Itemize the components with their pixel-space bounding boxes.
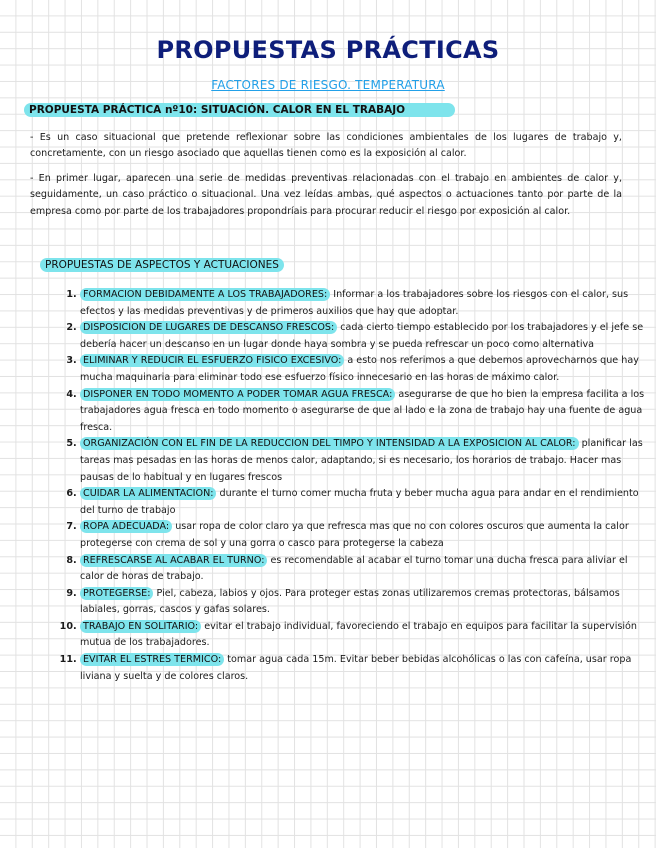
list-item [80, 353, 646, 386]
intro-paragraph-2: - En primer lugar, aparecen una serie de medidas preventivas relacionadas con el trabajo en ambientes de calor y, seguidamente, un caso práctico o situacional. Una vez leídas ambas, qué aspectos o actuaciones tanto por parte de la empresa como por parte de los trabajadores propondríais para procurar reducir el riesgo por exposición al calor. [30, 173, 622, 217]
page-subtitle: FACTORES DE RIESGO. TEMPERATURA [211, 78, 445, 92]
measures-list [46, 287, 646, 685]
list-item [80, 519, 646, 552]
measure-term: REFRESCARSE AL ACABAR EL TURNO: [80, 554, 267, 567]
list-item [80, 586, 646, 619]
measure-term: CUIDAR LA ALIMENTACION: [80, 487, 216, 500]
measure-text: Piel, cabeza, labios y ojos. Para proteger estas zonas utilizaremos cremas protectoras, bálsamos labiales, gorras, cascos y gafas solares. [80, 587, 620, 616]
measure-term: FORMACION DEBIDAMENTE A LOS TRABAJADORES: [80, 288, 330, 301]
measure-text: es recomendable al acabar el turno tomar una ducha fresca para aliviar el calor de horas de trabajo. [80, 554, 628, 583]
list-item [80, 320, 646, 353]
list-item [80, 287, 646, 320]
intro-paragraph-1: - Es un caso situacional que pretende reflexionar sobre las condiciones ambientales de los lugares de trabajo y, concretamente, con un riesgo asociado que aquellas tienen como es la exposición al calor. [30, 132, 622, 160]
sub-heading [40, 259, 284, 271]
measure-text: cada cierto tiempo establecido por los trabajadores y el jefe se debería hacer un descanso en un lugar donde haya sombra y se pueda refrescar un poco como alternativa [80, 322, 644, 350]
measure-term: PROTEGERSE: [80, 587, 153, 600]
list-item [80, 619, 646, 652]
measure-term: ORGANIZACIÓN CON EL FIN DE LA REDUCCION DEL TIMPO Y INTENSIDAD A LA EXPOSICION AL CALOR: [80, 437, 579, 450]
measure-term: EVITAR EL ESTRES TERMICO: [80, 653, 224, 666]
measure-text: evitar el trabajo individual, favoreciendo el trabajo en equipos para facilitar la supervisión mutua de los trabajadores. [80, 620, 637, 649]
measure-term: DISPONER EN TODO MOMENTO A PODER TOMAR AGUA FRESCA: [80, 388, 395, 401]
page-title: PROPUESTAS PRÁCTICAS [156, 36, 500, 64]
section-title [24, 104, 455, 116]
list-item [80, 652, 646, 685]
list-item [80, 553, 646, 586]
measure-text: asegurarse de que ho bien la empresa facilita a los trabajadores agua fresca en todo momento o asegurarse de que al lado e la zona de trabajo hay una fuente de agua fresca. [80, 388, 645, 433]
measure-text: planificar las tareas mas pesadas en las horas de menos calor, adaptando, si es necesario, los horarios de trabajo. Hacer mas pausas de lo habitual y en lugares frescos [80, 438, 643, 483]
list-item [80, 436, 646, 486]
measure-term: ELIMINAR Y REDUCIR EL ESFUERZO FISICO EXCESIVO: [80, 354, 344, 367]
sub-heading-text: PROPUESTAS DE ASPECTOS Y ACTUACIONES [40, 258, 284, 272]
measure-text: durante el turno comer mucha fruta y beber mucha agua para andar en el rendimiento del turno de trabajo [80, 488, 639, 516]
measure-text: Informar a los trabajadores sobre los riesgos con el calor, sus efectos y las medidas preventivas y de primeros auxilios que hay que adoptar. [80, 289, 629, 317]
measure-term: TRABAJO EN SOLITARIO: [80, 620, 201, 633]
measure-text: usar ropa de color claro ya que refresca mas que no con colores oscuros que aumenta la calor protegerse con crema de sol y una gorra o casco para protegerse la cabeza [80, 521, 629, 549]
measure-text: tomar agua cada 15m. Evitar beber bebidas alcohólicas o las con cafeína, usar ropa liviana y suelta y de colores claros. [80, 654, 632, 682]
section-title-text: PROPUESTA PRÁCTICA nº10: SITUACIÓN. CALOR EN EL TRABAJO [24, 103, 455, 117]
list-item [80, 387, 646, 437]
list-item [80, 486, 646, 519]
measure-text: a esto nos referimos a que debemos aprovecharnos que hay mucha maquinaria para eliminar todo ese esfuerzo físico innecesario en las horas de máximo calor. [80, 355, 639, 383]
measure-term: ROPA ADECUADA: [80, 520, 172, 533]
measure-term: DISPOSICION DE LUGARES DE DESCANSO FRESCOS: [80, 321, 337, 334]
